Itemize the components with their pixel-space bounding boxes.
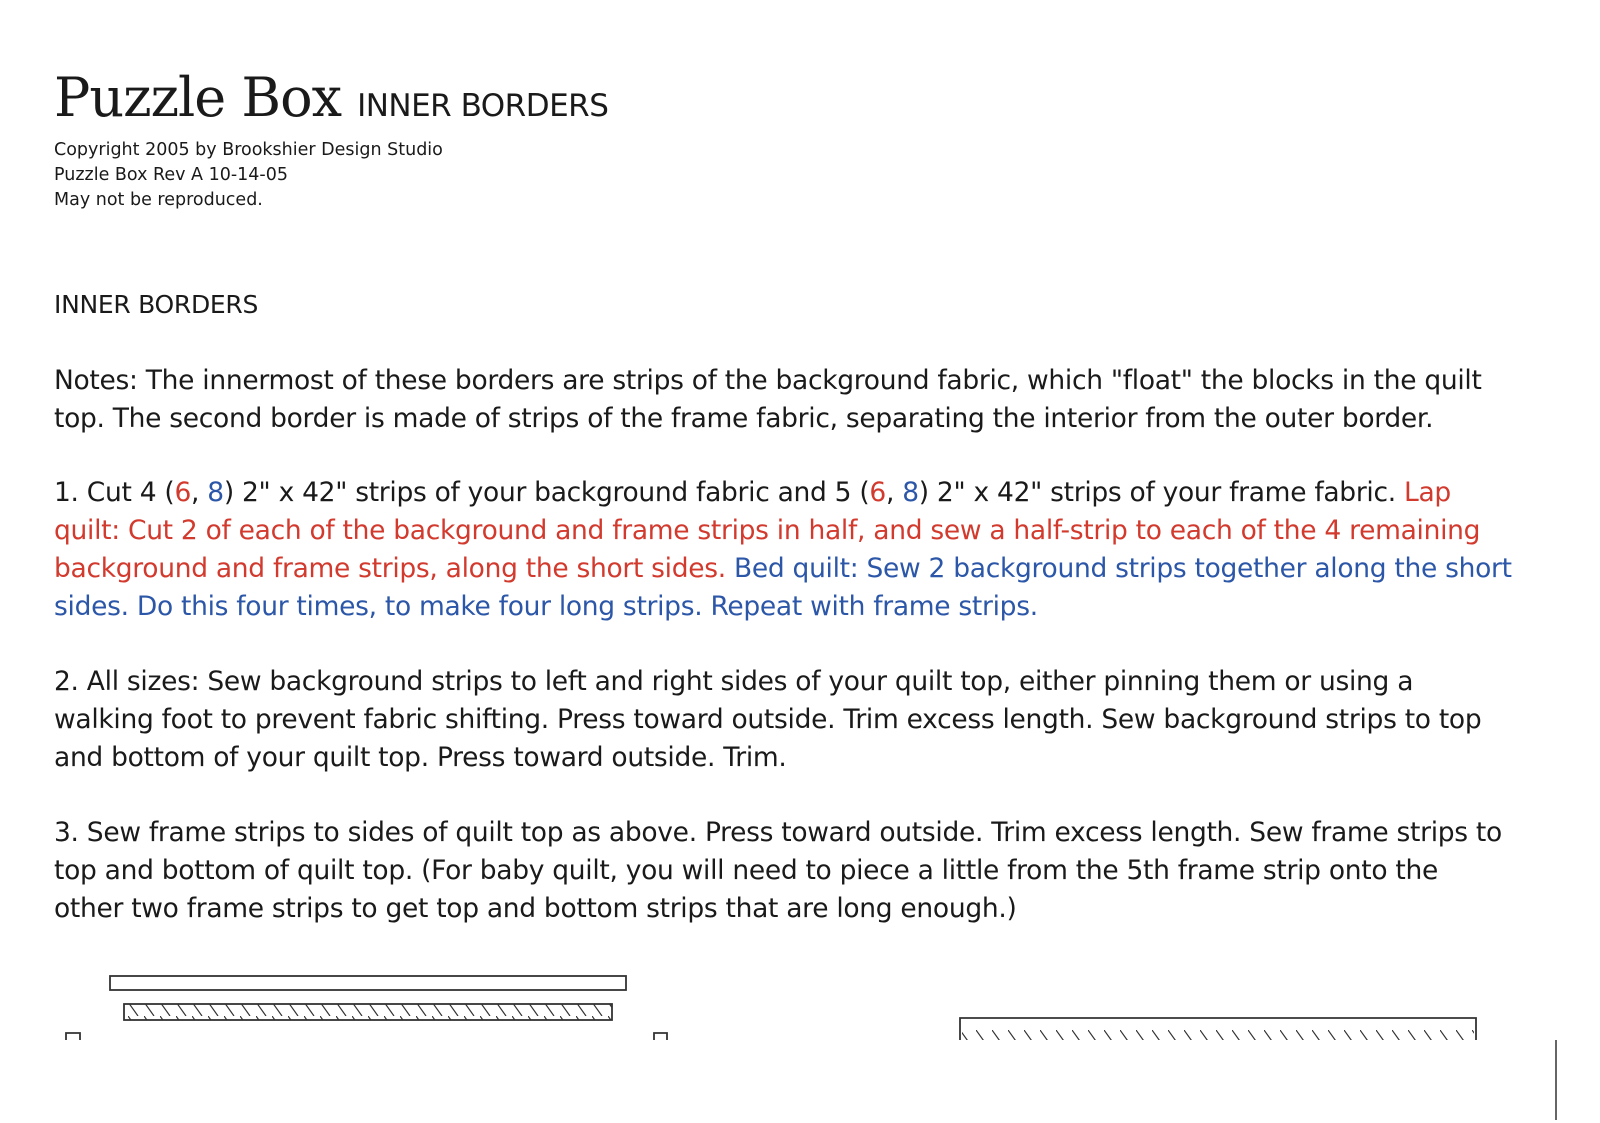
title-subtitle: INNER BORDERS [357, 88, 609, 124]
separator: , [191, 477, 208, 508]
quilt-top-corner-right [654, 1033, 667, 1040]
section-heading: INNER BORDERS [54, 290, 259, 319]
bed-quilt-instructions: Bed quilt: Sew 2 background strips together along the short sides. Do this four times, to make four long strips. Repeat with frame strips. [54, 553, 1512, 622]
separator: , [885, 477, 903, 508]
page-title [54, 66, 608, 129]
border-diagram [0, 960, 1600, 1123]
copyright-block [54, 138, 443, 213]
bed-size-number: 8 [902, 477, 919, 508]
notes-paragraph: Notes: The innermost of these borders are strips of the background fabric, which "float" the blocks in the quilt top. The second border is made of strips of the frame fabric, separating the interior from the outer border. [54, 365, 1482, 434]
frame-strip [124, 1004, 612, 1020]
background-strip [110, 976, 626, 990]
step-3-paragraph: 3. Sew frame strips to sides of quilt top as above. Press toward outside. Trim excess length. Sew frame strips to top and bottom of quilt top. (For baby quilt, you will need to piece a little from the 5th frame strip onto the other two frame strips to get top and bottom strips that are long enough.) [54, 817, 1502, 924]
title-main: Puzzle Box [54, 66, 342, 129]
frame-strip-hatching [962, 1030, 1474, 1040]
step-1-text: ) 2" x 42" strips of your frame fabric. [918, 477, 1404, 508]
revision-line: Puzzle Box Rev A 10-14-05 [54, 165, 289, 185]
step-1-paragraph [54, 474, 1514, 626]
step-1-text: 1. Cut 4 ( [54, 477, 175, 508]
lap-size-number: 6 [869, 477, 886, 508]
notice-line: May not be reproduced. [54, 190, 263, 210]
quilt-top-corner-left [66, 1033, 80, 1040]
lap-quilt-instructions: Lap quilt: Cut 2 of each of the background and frame strips in half, and sew a half-strip to each of the 4 remaining background and frame strips, along the short sides. [54, 477, 1481, 584]
step-2-paragraph: 2. All sizes: Sew background strips to left and right sides of your quilt top, either pinning them or using a walking foot to prevent fabric shifting. Press toward outside. Trim excess length. Sew background strips to top and bottom of your quilt top. Press toward outside. Trim. [54, 666, 1482, 773]
lap-size-number: 6 [174, 477, 192, 508]
step-1-text: ) 2" x 42" strips of your background fabric and 5 ( [223, 477, 870, 508]
copyright-line: Copyright 2005 by Brookshier Design Studio [54, 140, 443, 160]
bed-size-number: 8 [207, 477, 224, 508]
